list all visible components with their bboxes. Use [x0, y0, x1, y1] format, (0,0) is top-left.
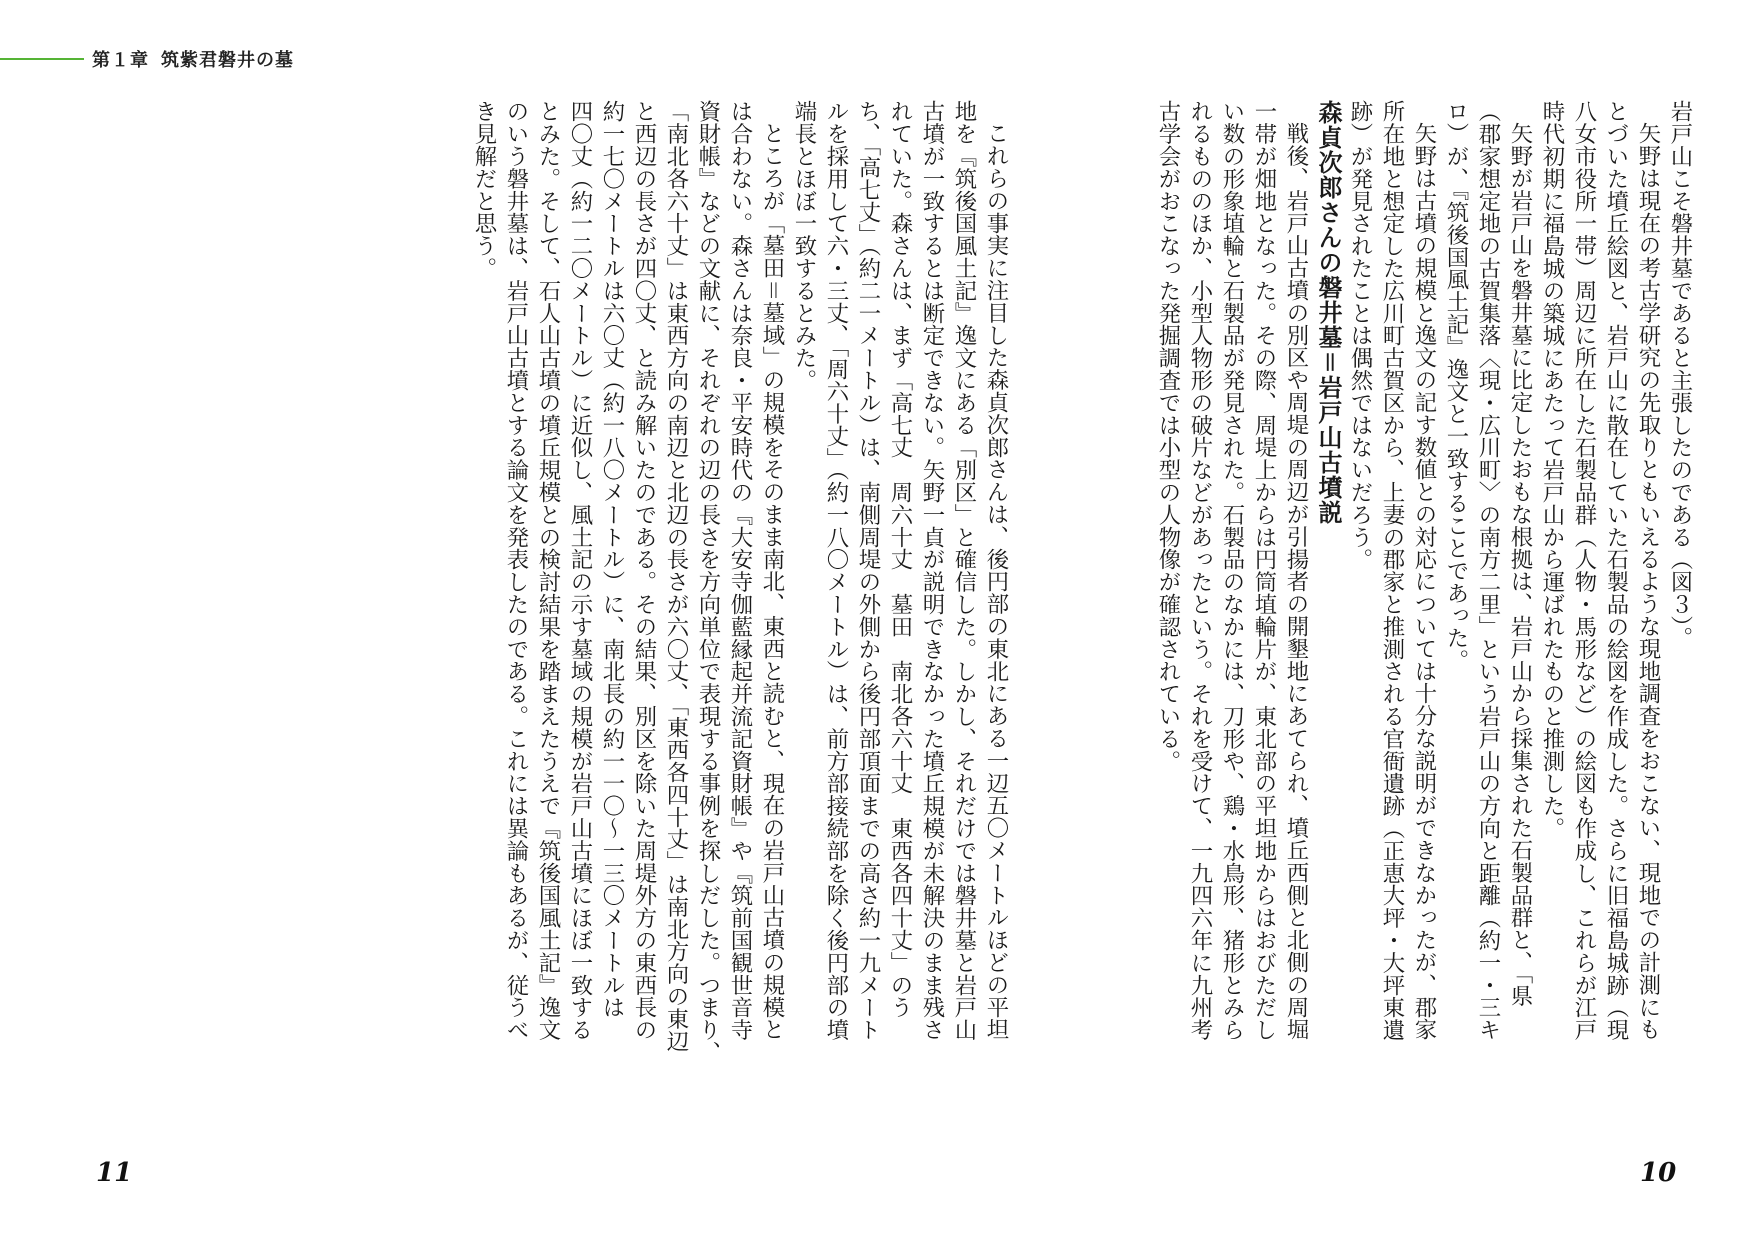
section-heading: 森貞次郎さんの磐井墓＝岩戸山古墳説 — [1314, 100, 1342, 525]
text-line: 古墳が一致するとは断定できない。矢野一貞が説明できなかった墳丘規模が未解決のまま残さ — [919, 100, 945, 1041]
text-line: 跡）が発見されたことは偶然ではないだろう。 — [1347, 100, 1373, 571]
text-line: ルを採用して六・三丈、「周六十丈」（約一八〇メートル）は、前方部接続部を除く後円部の墳 — [823, 100, 849, 1041]
text-line: 資財帳』などの文献に、それぞれの辺の長さを方向単位で表現する事例を探しだした。つまり、 — [695, 100, 721, 1064]
text-line: 端長とほぼ一致するとみた。 — [791, 100, 817, 392]
page-number-left: 11 — [96, 1158, 133, 1188]
text-line: のいう磐井墓は、岩戸山古墳とする論文を発表したのである。これには異論もあるが、従うべ — [503, 100, 529, 1041]
header-rule — [0, 58, 84, 60]
text-line: い数の形象埴輪と石製品が発見された。石製品のなかには、刀形や、鶏・水鳥形、猪形とみら — [1219, 100, 1245, 1041]
text-line: ち、「高七丈」（約二一メートル）は、南側周堤の外側から後円部頂面までの高さ約一九メート — [855, 100, 881, 1041]
chapter-title: 筑紫君磐井の墓 — [161, 50, 294, 71]
text-line: （郡家想定地の古賀集落〈現・広川町〉の南方二里」という岩戸山の方向と距離（約一・三キ — [1475, 100, 1501, 1041]
text-line: ロ）が、『筑後国風土記』逸文と一致することであった。 — [1443, 100, 1469, 672]
text-line: 矢野は現在の考古学研究の先取りともいえるような現地調査をおこない、現地での計測にも — [1635, 122, 1661, 1041]
text-line: 矢野が岩戸山を磐井墓に比定したおもな根拠は、岩戸山から採集された石製品群と、「県 — [1507, 122, 1533, 1008]
text-line: 「南北各六十丈」は東西方向の南辺と北辺の長さが六〇丈、「東西各四十丈」は南北方向の東辺 — [663, 100, 689, 1052]
text-line: これらの事実に注目した森貞次郎さんは、後円部の東北にある一辺五〇メートルほどの平坦 — [983, 122, 1009, 1041]
text-line: 古学会がおこなった発掘調査では小型の人物像が確認されている。 — [1155, 100, 1181, 772]
text-line: 時代初期に福島城の築城にあたって岩戸山から運ばれたものと推測した。 — [1539, 100, 1565, 840]
left-page-body — [116, 100, 1012, 1100]
right-page-body — [1021, 100, 1696, 1100]
text-line: 八女市役所一帯）周辺に所在した石製品群（人物・馬形など）の絵図も作成し、これらが江戸 — [1571, 100, 1597, 1041]
text-line: 約一七〇メートルは六〇丈（約一八〇メートル）に、南北長の約一一〇〜一三〇メートルは — [599, 100, 625, 1019]
text-line: とみた。そして、石人山古墳の墳丘規模との検討結果を踏まえたうえで『筑後国風土記』逸文 — [535, 100, 561, 1041]
text-line: れるもののほか、小型人物形の破片などがあったという。それを受けて、一九四六年に九州考 — [1187, 100, 1213, 1041]
text-line: 地を『筑後国風土記』逸文にある「別区」と確信した。しかし、それだけでは磐井墓と岩戸山 — [951, 100, 977, 1041]
text-line: 戦後、岩戸山古墳の別区や周堤の周辺が引揚者の開墾地にあてられ、墳丘西側と北側の周堀 — [1283, 122, 1309, 1041]
text-line: 所在地と想定した広川町古賀区から、上妻の郡家と推測される官衙遺跡（正恵大坪・大坪東遺 — [1379, 100, 1405, 1041]
text-line: れていた。森さんは、まず「高七丈 周六十丈 墓田 南北各六十丈 東西各四十丈」のう — [887, 100, 913, 1019]
text-line: と西辺の長さが四〇丈、と読み解いたのである。その結果、別区を除いた周堤外方の東西長の — [631, 100, 657, 1041]
text-line: ところが「墓田＝墓域」の規模をそのまま南北、東西と読むと、現在の岩戸山古墳の規模と — [759, 122, 785, 1041]
running-header — [92, 46, 306, 72]
text-line: 岩戸山こそ磐井墓であると主張したのである（図３）。 — [1667, 100, 1693, 649]
text-line: は合わない。森さんは奈良・平安時代の『大安寺伽藍縁起并流記資財帳』や『筑前国観世音寺 — [727, 100, 753, 1041]
text-line: 一帯が畑地となった。その際、周堤上からは円筒埴輪片が、東北部の平坦地からはおびただし — [1251, 100, 1277, 1041]
text-line: とづいた墳丘絵図と、岩戸山に散在していた石製品の絵図を作成した。さらに旧福島城跡（現 — [1603, 100, 1629, 1041]
page-number-right: 10 — [1640, 1158, 1677, 1188]
text-line: 四〇丈（約一二〇メートル）に近似し、風土記の示す墓域の規模が岩戸山古墳にほぼ一致する — [567, 100, 593, 1041]
text-line: き見解だと思う。 — [471, 100, 497, 280]
chapter-label: 第１章 — [92, 50, 149, 71]
text-line: 矢野は古墳の規模と逸文の記す数値との対応については十分な説明ができなかったが、郡家 — [1411, 122, 1437, 1041]
